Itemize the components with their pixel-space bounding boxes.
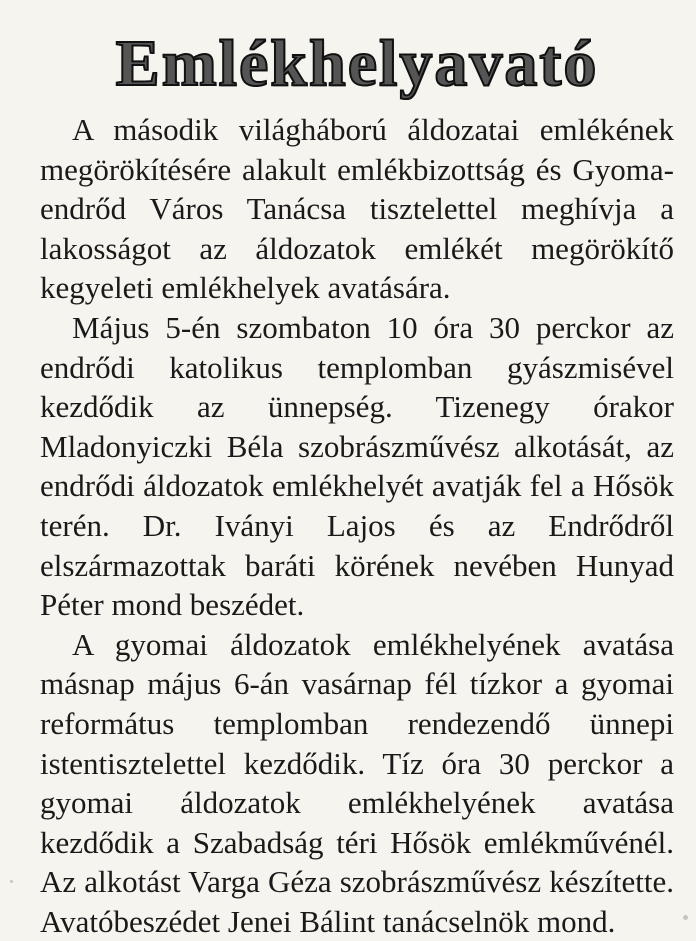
paper-speck: [10, 880, 13, 883]
paragraph-invitation: A második világháború áldozatai emlékének megörökítésére alakult emlékbizottság és Gyomaendrőd Város Tanácsa tisztelettel meghívja a lakosságot az áldozatok emlékét megörökítő kegyeleti emlékhelyek avatására.: [40, 112, 674, 306]
paper-speck: [683, 915, 688, 920]
article-body: [40, 110, 674, 941]
paragraph-gyoma-ceremony: A gyomai áldozatok emlékhelyének avatása másnap május 6-án vasárnap fél tízkor a gyomai református templomban rendezendő ünnepi istentisztelettel kezdődik. Tíz óra 30 perckor a gyomai áldozatok emlékhelyének avatása kezdődik a Szabadság téri Hősök emlékművénél. Az alkotást Varga Géza szobrászművész készítette. Avatóbeszédet Jenei Bálint tanácselnök mond.: [40, 626, 674, 939]
article-title: Emlékhelyavató: [115, 27, 599, 100]
paragraph-endrod-ceremony: Május 5-én szombaton 10 óra 30 perckor az endrődi katolikus templomban gyászmisével kezdődik az ünnepség. Tizenegy órakor Mladonyiczki Béla szobrászművész alkotását, az endrődi áldozatok emlékhelyét avatják fel a Hősök terén. Dr. Iványi Lajos és az Endrődről elszármazottak baráti körének nevében Hunyad Péter mond beszédet.: [40, 309, 674, 623]
